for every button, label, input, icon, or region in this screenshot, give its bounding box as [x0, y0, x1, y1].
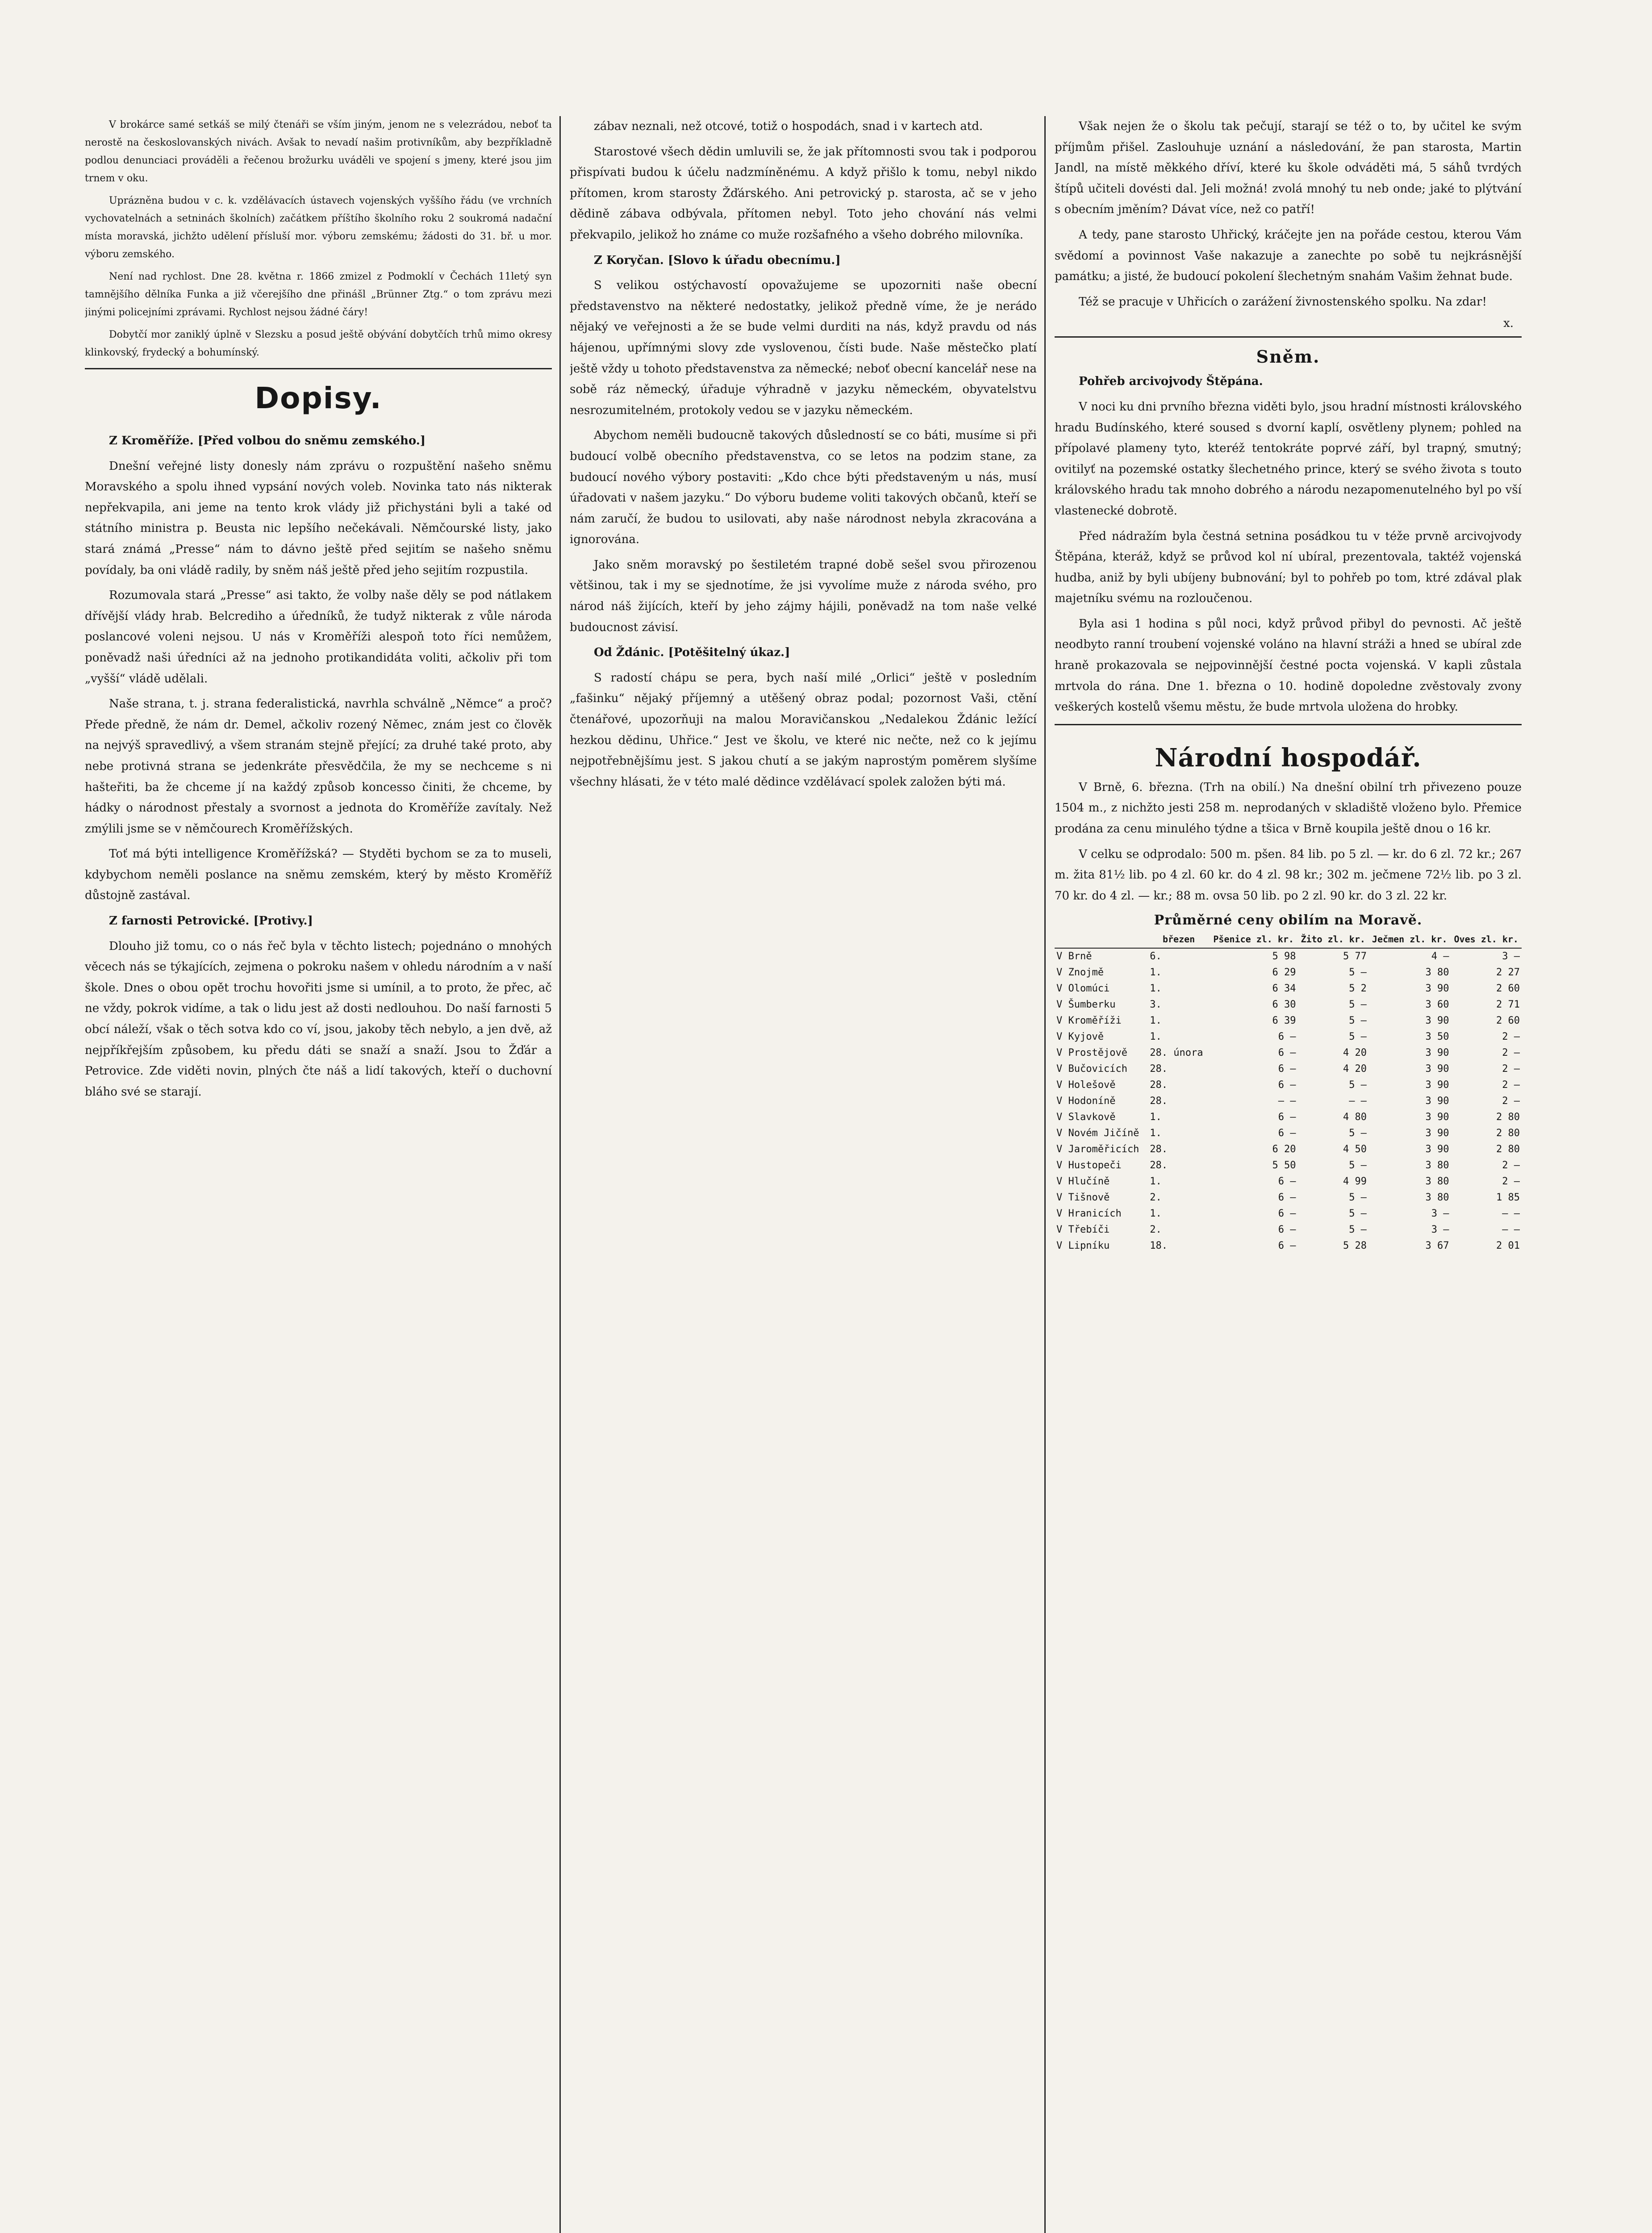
table-cell: 3 — — [1431, 1208, 1449, 1220]
table-row — [1055, 1222, 1522, 1238]
table-cell: V Holešově — [1056, 1079, 1116, 1091]
price-table-header-cell: březen — [1148, 931, 1210, 948]
divider — [1055, 336, 1522, 338]
table-cell: — — — [1502, 1208, 1520, 1220]
table-cell: 3 60 — [1425, 999, 1449, 1011]
table-cell: 5 — — [1349, 1015, 1367, 1027]
table-row — [1055, 1077, 1522, 1093]
table-cell: V Šumberku — [1056, 999, 1116, 1011]
table-cell: — — — [1502, 1224, 1520, 1236]
price-table-header-cell: Ječmen zl. kr. — [1368, 931, 1451, 948]
pohreb-heading: Pohřeb arcivojvody Štěpána. — [1079, 375, 1263, 389]
table-cell: 3 90 — [1425, 1128, 1449, 1139]
table-cell: 2 — — [1502, 1031, 1520, 1043]
zdanice-text: S radostí chápu se pera, bych naší milé „Orlici“ ještě v posledním „fašinku“ nějaký příjemný a utěšený obraz podal; pozornost Vaši, ctění čtenářové, upozorňuji na malou Moravičanskou „Nedalekou Ždánic ležící hezkou dědinu, Uhřice.“ Jest ve školu, ve které nic nečte, než co k jejímu nejpotřebnějšímu jest. S jakou chutí a se jakým naprostým poměrem slyšíme všechny hlásati, že v této malé dědince vzdělávací spolek založen býti má. — [570, 671, 1037, 789]
table-cell: 6 — — [1278, 1192, 1296, 1204]
table-cell: 4 80 — [1343, 1112, 1367, 1123]
table-row — [1055, 1206, 1522, 1222]
table-cell: 6 — — [1278, 1208, 1296, 1220]
table-cell: 2 — — [1502, 1063, 1520, 1075]
table-row — [1055, 1158, 1522, 1174]
price-table-header-cell: Oves zl. kr. — [1451, 931, 1522, 948]
table-cell: V Slavkově — [1056, 1112, 1116, 1123]
table-cell: 6. — [1150, 951, 1162, 962]
table-cell: 1. — [1150, 1208, 1162, 1220]
table-cell: V Třebíči — [1056, 1224, 1110, 1236]
table-cell: 1. — [1150, 983, 1162, 995]
table-cell: 1. — [1150, 1128, 1162, 1139]
table-cell: 6 39 — [1272, 1015, 1296, 1027]
table-cell: 1. — [1150, 967, 1162, 979]
news-brief-block — [85, 116, 552, 362]
table-cell: V Tišnově — [1056, 1192, 1110, 1204]
korycany-abychom: Abychom neměli budoucně takových důsledností se co báti, musíme si při budoucí volbě obecního představenstva, co se letos na podzim stane, za budoucí nového výbory postaviti: „Kdo chce býti představeným u nás, musí úřadovati v našem jazyku.“ Do výboru budeme voliti takových občanů, kteří se nám zaručí, že budou to usilovati, aby naše národnost nebyla zkracována a ignorována. — [570, 429, 1037, 547]
table-row — [1055, 1174, 1522, 1190]
table-cell: 2 — — [1502, 1160, 1520, 1171]
col3-intro: Však nejen že o školu tak pečují, starají se též o to, by učitel ke svým příjmům přišel. Zaslouhuje uznání a následování, že pan starosta, Martin Jandl, na místě měkkého dříví, které ku škole odváděti má, 5 sáhů tvrdých štípů učiteli dovésti dal. Jeli možná! zvolá mnohý tu neb onde; jaké to plýtvání s obecním jměním? Dávat více, než co patří! — [1055, 120, 1522, 217]
table-cell: V Prostějově — [1056, 1047, 1127, 1059]
brief-neni: Není nad rychlost. Dne 28. května r. 1866 zmizel z Podmoklí v Čechách 11letý syn tamnějšího dělníka Funka a již včerejšího dne přinášl „Brünner Ztg.“ o tom zprávu mezi jinými policejními zprávami. Rychlost nejsou žádné čáry! — [85, 271, 552, 318]
table-cell: 2. — [1150, 1192, 1162, 1204]
table-row — [1055, 981, 1522, 997]
table-cell: V Olomúci — [1056, 983, 1110, 995]
price-table-header-cell: Žito zl. kr. — [1297, 931, 1368, 948]
table-row — [1055, 1029, 1522, 1045]
table-cell: 5 2 — [1349, 983, 1367, 995]
price-table-header — [1055, 931, 1522, 948]
table-cell: 4 — — [1431, 951, 1449, 962]
table-cell: 2 01 — [1496, 1240, 1520, 1252]
col3-zaver: Též se pracuje v Uhřicích o zarážení živnostenského spolku. Na zdar! — [1079, 295, 1487, 309]
kromeriz-nase-strana: Naše strana, t. j. strana federalistická, navrhla schválně „Němce“ a proč? Přede předně, že nám dr. Demel, ačkoliv rozený Němec, znám jest co člověk na nejvýš spravedlivý, a všem stranám stejně přející; za druhé také proto, aby nebe protivná strana se jedenkráte přesvědčila, že my se nechceme s ni hašteřiti, ba že chceme jí na každý způsob koncesso činiti, že chceme, by hádky o národnost přestaly a svornost a jednota do Kroměříže zavítaly. Než zmýlili jsme se v němčourech Kroměřížských. — [85, 697, 552, 836]
table-cell: V Hranicích — [1056, 1208, 1122, 1220]
table-cell: 3 90 — [1425, 983, 1449, 995]
table-cell: 4 20 — [1343, 1063, 1367, 1075]
table-cell: 28. — [1150, 1096, 1168, 1107]
korycany-text: S velikou ostýchavostí opovažujeme se upozorniti naše obecní představenstvo na některé nedostatky, jelikož předně víme, že je nerádo nějaký ve veřejnosti a že se bude velmi durditi na nás, když pravdu od nás hájenou, upřímnými slovy zde vyslovenou, čísti bude. Naše městečko platí ještě vždy u tohoto představenstva za německé; neboť obecní kancelář nese na sobě ráz německý, úřaduje výhradně v jazyku německém, obyvatelstvu nesrozumitelném, protokoly vedou se v jazyku německém. — [570, 279, 1037, 417]
section-title-hospodar: Národní hospodář. — [1155, 743, 1422, 773]
table-row — [1055, 948, 1522, 965]
table-cell: 5 28 — [1343, 1240, 1367, 1252]
table-cell: 2 — — [1502, 1047, 1520, 1059]
table-cell: 6 — — [1278, 1128, 1296, 1139]
table-cell: 3 90 — [1425, 1079, 1449, 1091]
table-cell: 3 90 — [1425, 1015, 1449, 1027]
table-cell: 5 — — [1349, 1128, 1367, 1139]
table-cell: 6 20 — [1272, 1144, 1296, 1155]
kromeriz-text: Dnešní veřejné listy donesly nám zprávu o rozpuštění našeho sněmu Moravského a spolu ihned vypsání nových voleb. Novinka tato nás nikterak nepřekvapila, ani jeme na tento krok vlády již přichystáni byli a také od státního ministra p. Beusta nic lepšího nečekávali. Němčourské listy, jako stará známá „Presse“ nám to dávno ještě před sejitím se našeho sněmu povídaly, ba oni vládě radily, by sněm náš ještě před jeho sejitím rozpustila. — [85, 459, 552, 577]
table-cell: 3 90 — [1425, 1063, 1449, 1075]
section-title-snem: Sněm. — [1256, 347, 1320, 367]
table-cell: 5 — — [1349, 1208, 1367, 1220]
section-title-dopisy: Dopisy. — [254, 381, 382, 415]
table-cell: V Brně — [1056, 951, 1092, 962]
table-cell: 2 — — [1502, 1079, 1520, 1091]
table-cell: 6 — — [1278, 1079, 1296, 1091]
table-cell: — — — [1349, 1096, 1367, 1107]
table-cell: 3 — — [1502, 951, 1520, 962]
table-cell: 2 71 — [1496, 999, 1520, 1011]
brief-upraznena: Uprázněna budou v c. k. vzdělávacích ústavech vojenských vyššího řádu (ve vrchních vychovatelnách a setninách školních) začátkem příštího školního roku 2 soukromá nadační místa moravská, jichžto udělení přísluší mor. výboru zemskému; žádosti do 31. bř. u mor. výboru zemského. — [85, 195, 552, 260]
brief-intro: V brokárce samé setkáš se milý čtenáři se vším jiným, jenom ne s velezrádou, neboť ta nerostě na českoslovanských nivách. Avšak to nevadí našim protivníkům, aby bezpříkladně podlou denunciaci prováděli a řečenou brožurku uváděli ve spojení s jmeny, které jsou jim trnem v oku. — [85, 119, 552, 184]
table-cell: V Lipníku — [1056, 1240, 1110, 1252]
farnosti-heading: Z farnosti Petrovické. [Protivy.] — [109, 914, 313, 928]
kromeriz-rozumovala: Rozumovala stará „Presse“ asi takto, že volby naše děly se pod nátlakem dřívější vlády hrab. Belcrediho a úředníků, že tudyž nikterak z vůle národa poslancové voleni nejsou. U nás v Kroměříži alespoň toto říci nemůžem, poněvadž naši úředníci až na jednoho protikandidáta voliti, ačkoliv při tom „vyšší“ vládě udělali. — [85, 589, 552, 686]
table-cell: V Kroměříži — [1056, 1015, 1122, 1027]
table-cell: 2 60 — [1496, 983, 1520, 995]
table-cell: 3 90 — [1425, 1144, 1449, 1155]
brief-dobyti: Dobytčí mor zaniklý úplně v Slezsku a posud ještě obývání dobytčích trhů mimo okresy klinkovský, frydecký a bohumínský. — [85, 329, 552, 358]
table-cell: V Hlučíně — [1056, 1176, 1110, 1188]
table-row — [1055, 1142, 1522, 1158]
table-cell: 1. — [1150, 1176, 1162, 1188]
table-cell: V Hustopeči — [1056, 1160, 1122, 1171]
table-cell: V Novém Jičíně — [1056, 1128, 1139, 1139]
table-cell: 2 — — [1502, 1096, 1520, 1107]
price-table-title: Průměrné ceny obilím na Moravě. — [1154, 912, 1423, 928]
table-cell: 3 50 — [1425, 1031, 1449, 1043]
table-cell: 3 90 — [1425, 1047, 1449, 1059]
table-cell: 1. — [1150, 1015, 1162, 1027]
price-table-body — [1055, 948, 1522, 1254]
table-cell: 4 50 — [1343, 1144, 1367, 1155]
table-cell: 3 90 — [1425, 1096, 1449, 1107]
table-cell: 5 — — [1349, 1031, 1367, 1043]
table-row — [1055, 997, 1522, 1013]
hosp-ceny: V celku se odprodalo: 500 m. pšen. 84 lib. po 5 zl. — kr. do 6 zl. 72 kr.; 267 m. žita 81½ lib. po 4 zl. 60 kr. do 4 zl. 98 kr.; 302 m. ječmene 72½ lib. po 3 zl. 70 kr. do 4 zl. — kr.; 88 m. ovsa 50 lib. po 2 zl. 90 kr. do 3 zl. 22 kr. — [1055, 847, 1522, 903]
table-cell: 2 80 — [1496, 1144, 1520, 1155]
table-cell: 6 — — [1278, 1063, 1296, 1075]
table-cell: 6 — — [1278, 1112, 1296, 1123]
table-cell: 28. — [1150, 1063, 1168, 1075]
pohreb-prevezeni: Před nádražím byla čestná setnina posádkou tu v téže prvně arcivojvody Štěpána, kteráž, když se průvod kol ní ubíral, prezentovala, taktéž vojenská hudba, aniž by byli ubíjeny bubnování; byl to pohřeb po tom, ktré zdával plak majetníku svému na rozloučenou. — [1055, 529, 1522, 606]
table-cell: V Bučovicích — [1056, 1063, 1127, 1075]
column-rule — [1044, 116, 1046, 2233]
table-cell: V Znojmě — [1056, 967, 1104, 979]
table-cell: 6 30 — [1272, 999, 1296, 1011]
pohreb-text: V noci ku dni prvního března viděti bylo, jsou hradní místnosti královského hradu Budínského, které soused s dvorní kaplí, osvětleny plynem; pohled na přípolavé plameny tyto, kteréž tentokráte poprvé září, byl trapný, smutný; ovitilyť na pozemské ostatky šlechetného prince, který se svého života s touto královského hradu tak mnoho dobrého a národu nezapomenutelného byl po vší vlastenecké dobrotě. — [1055, 400, 1522, 518]
table-cell: 6 — — [1278, 1176, 1296, 1188]
table-cell: 3. — [1150, 999, 1162, 1011]
table-cell: 6 — — [1278, 1240, 1296, 1252]
table-cell: 6 — — [1278, 1031, 1296, 1043]
korycany-heading: Z Koryčan. [Slovo k úřadu obecnímu.] — [594, 253, 841, 267]
divider — [85, 368, 552, 369]
kromeriz-tot: Toť má býti intelligence Kroměřížská? — Styděti bychom se za to museli, kdybychom neměli poslance na sněmu zemském, který by město Kroměříž důstojně zastával. — [85, 847, 552, 903]
table-cell: 3 80 — [1425, 1160, 1449, 1171]
col3-konec: A tedy, pane starosto Uhřický, kráčejte jen na pořáde cestou, kterou Vám svědomí a povinnost Vaše nakazuje a zanechte po sobě tu nejkrásnější památku; a jisté, že budoucí pokolení šlechetným snahám Vašim žehnat bude. — [1055, 228, 1522, 284]
table-row — [1055, 1061, 1522, 1077]
table-cell: 1 85 — [1496, 1192, 1520, 1204]
price-table-header-cell: Pšenice zl. kr. — [1210, 931, 1298, 948]
table-cell: 2 27 — [1496, 967, 1520, 979]
korycany-jako: Jako sněm moravský po šestiletém trapné době sešel svou přirozenou většinou, tak i my se sjednotíme, že jsi vyvolíme muže z národa svého, pro národ náš žijících, kteří by jeho zájmy hájili, poněvadž na tom naše velké budoucnost závisí. — [570, 558, 1037, 634]
pohreb-byla: Byla asi 1 hodina s půl noci, když průvod přibyl do pevnosti. Ač ještě neodbyto ranní troubení vojenské voláno na hlavní stráži a hned se ubíral zde hraně prokazovala se nejpovinnější čestné pocta vojenská. V kapli zůstala mrtvola do rána. Dne 1. března o 10. hodině dopoledne zvěstovaly zvony veškerých kostelů všemu městu, že bude mrtvola uložena do hrobky. — [1055, 617, 1522, 714]
divider — [1055, 724, 1522, 725]
table-cell: 5 98 — [1272, 951, 1296, 962]
table-cell: 3 80 — [1425, 967, 1449, 979]
table-cell: V Jaroměřicích — [1056, 1144, 1139, 1155]
table-row — [1055, 1238, 1522, 1254]
table-cell: 28. — [1150, 1144, 1168, 1155]
kromeriz-heading: Z Kroměříže. [Před volbou do sněmu zemského.] — [109, 434, 426, 447]
table-cell: 6 — — [1278, 1224, 1296, 1236]
column-1 — [85, 116, 552, 2233]
table-cell: 3 — — [1431, 1224, 1449, 1236]
farnosti-text: Dlouho již tomu, co o nás řeč byla v těchto listech; pojednáno o mnohých věcech nás se týkajících, zejmena o pokroku našem v ohledu národním a v naší škole. Dnes o obou opět trochu hovořiti jsme si umínil, a to proto, že přec, ač ne vždy, pokrok vidíme, a tak o lidu jest až dosti nedlouhou. Do naší farnosti 5 obcí náleží, však o těch sotva kdo co ví, jsou, jakoby těch nebylo, a jen dvě, až nejpříkřejším způsobem, ku předu dáti se snaží a snaží. Jsou to Žďár a Petrovice. Zde viděti novin, plných čte náš a lidí takových, kteří o duchovní bláho své se starají. — [85, 939, 552, 1099]
table-cell: 3 80 — [1425, 1176, 1449, 1188]
table-row — [1055, 965, 1522, 981]
price-table-header-cell — [1055, 931, 1148, 948]
table-cell: V Hodoníně — [1056, 1096, 1116, 1107]
column-2 — [570, 116, 1037, 2233]
table-cell: 3 80 — [1425, 1192, 1449, 1204]
table-cell: — — — [1278, 1096, 1296, 1107]
table-cell: 3 90 — [1425, 1112, 1449, 1123]
table-row — [1055, 1045, 1522, 1061]
hosp-brne: V Brně, 6. března. (Trh na obilí.) Na dnešní obilní trh přivezeno pouze 1504 m., z nichžto jesti 258 m. neprodaných v skladiště vloženo bylo. Přemice prodána za cenu minulého týdne a tšica v Brně koupila ještě dnou o 16 kr. — [1055, 780, 1522, 836]
table-cell: 3 67 — [1425, 1240, 1449, 1252]
table-cell: 28. — [1150, 1079, 1168, 1091]
table-cell: 5 — — [1349, 1160, 1367, 1171]
table-cell: 6 34 — [1272, 983, 1296, 995]
table-cell: 4 20 — [1343, 1047, 1367, 1059]
table-cell: 1. — [1150, 1112, 1162, 1123]
table-cell: 28. února — [1150, 1047, 1203, 1059]
table-row — [1055, 1093, 1522, 1109]
table-cell: 5 — — [1349, 1224, 1367, 1236]
col2-starostove: Starostové všech dědin umluvili se, že jak přítomnosti svou tak i podporou přispívati budou k účelu nadzmíněnému. A když přišlo k tomu, nebyl nikdo přítomen, krom starosty Žďárského. Ani petrovický p. starosta, ač se v jeho dědině zábava odbývala, přítomen nebyl. Toto jeho chování nás velmi překvapilo, jelikož ho známe co muže rozšafného a všeho dobrého milovníka. — [570, 145, 1037, 242]
table-cell: 2 80 — [1496, 1112, 1520, 1123]
zdanice-heading: Od Ždánic. [Potěšitelný úkaz.] — [594, 646, 790, 660]
table-cell: 5 — — [1349, 1192, 1367, 1204]
col2-intro: zábav neznali, než otcové, totiž o hospodách, snad i v kartech atd. — [594, 120, 983, 133]
table-cell: 5 50 — [1272, 1160, 1296, 1171]
table-cell: 6 29 — [1272, 967, 1296, 979]
table-row — [1055, 1109, 1522, 1125]
table-cell: 4 99 — [1343, 1176, 1367, 1188]
table-cell: 1. — [1150, 1031, 1162, 1043]
table-row — [1055, 1190, 1522, 1206]
table-cell: V Kyjově — [1056, 1031, 1104, 1043]
table-cell: 5 — — [1349, 967, 1367, 979]
table-cell: 2 80 — [1496, 1128, 1520, 1139]
table-row — [1055, 1125, 1522, 1142]
table-cell: 28. — [1150, 1160, 1168, 1171]
table-row — [1055, 1013, 1522, 1029]
column-rule — [559, 116, 561, 2233]
table-cell: 2 60 — [1496, 1015, 1520, 1027]
newspaper-page — [85, 116, 1523, 2233]
table-cell: 2 — — [1502, 1176, 1520, 1188]
table-cell: 5 — — [1349, 999, 1367, 1011]
column-3 — [1055, 116, 1522, 2233]
col3-signature: x. — [1503, 317, 1514, 330]
table-cell: 2. — [1150, 1224, 1162, 1236]
table-cell: 5 — — [1349, 1079, 1367, 1091]
table-cell: 6 — — [1278, 1047, 1296, 1059]
table-cell: 18. — [1150, 1240, 1168, 1252]
table-cell: 5 77 — [1343, 951, 1367, 962]
price-table — [1055, 931, 1522, 1254]
